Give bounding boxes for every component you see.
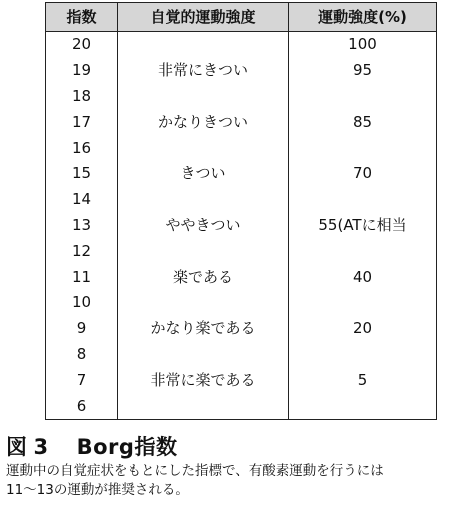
borg-scale-table (45, 2, 437, 420)
cell-intensity (289, 84, 437, 110)
header-row (46, 3, 437, 32)
cell-intensity (289, 393, 437, 419)
cell-perceived-exertion (118, 393, 289, 419)
cell-perceived-exertion: 非常にきつい (118, 58, 289, 84)
cell-intensity: 20 (352, 319, 373, 338)
cell-perceived-exertion: ややきつい (118, 213, 289, 239)
cell-perceived-exertion: かなり楽である (118, 316, 289, 342)
cell-index: 7 (46, 367, 118, 393)
cell-index: 17 (46, 109, 118, 135)
cell-index: 20 (46, 32, 118, 58)
cell-index: 19 (46, 58, 118, 84)
table-row (46, 367, 437, 393)
figure-title (6, 431, 177, 461)
cell-perceived-exertion (118, 342, 289, 368)
cell-index: 10 (46, 290, 118, 316)
figure-caption (6, 462, 474, 500)
table-row (46, 135, 437, 161)
cell-perceived-exertion: 楽である (118, 264, 289, 290)
cell-index: 8 (46, 342, 118, 368)
cell-intensity: 5 (357, 370, 368, 389)
cell-index: 13 (46, 213, 118, 239)
table-row (46, 290, 437, 316)
caption-line: 11〜13の運動が推奨される。 (6, 482, 189, 498)
cell-perceived-exertion (118, 187, 289, 213)
cell-perceived-exertion (118, 135, 289, 161)
cell-index: 9 (46, 316, 118, 342)
cell-intensity: 40 (352, 267, 373, 286)
table-row (46, 84, 437, 110)
cell-index: 15 (46, 161, 118, 187)
header-perceived-exertion: 自覚的運動強度 (118, 3, 289, 32)
cell-perceived-exertion: 非常に楽である (118, 367, 289, 393)
figure-label: 図 (6, 435, 28, 459)
header-intensity-percent: 運動強度(%) (289, 3, 437, 32)
cell-perceived-exertion: きつい (118, 161, 289, 187)
table-row (46, 187, 437, 213)
cell-intensity: 100 (348, 35, 377, 54)
table-body (46, 32, 437, 420)
table-row (46, 264, 437, 290)
table-row (46, 109, 437, 135)
cell-index: 18 (46, 84, 118, 110)
cell-index: 6 (46, 393, 118, 419)
table-row (46, 342, 437, 368)
table-row (46, 316, 437, 342)
cell-index: 14 (46, 187, 118, 213)
cell-index: 12 (46, 238, 118, 264)
cell-intensity: 55(ATに相当 (318, 215, 407, 234)
cell-perceived-exertion (118, 32, 289, 58)
figure-number: 3 (33, 435, 49, 459)
cell-index: 11 (46, 264, 118, 290)
table-row (46, 32, 437, 58)
cell-intensity (289, 187, 437, 213)
table-row (46, 58, 437, 84)
table-row (46, 213, 437, 239)
table-row (46, 161, 437, 187)
cell-intensity: 70 (352, 164, 373, 183)
table-row (46, 238, 437, 264)
cell-index: 16 (46, 135, 118, 161)
cell-perceived-exertion (118, 84, 289, 110)
cell-intensity (289, 290, 437, 316)
figure-name: Borg指数 (76, 435, 178, 459)
cell-intensity (289, 238, 437, 264)
cell-intensity: 95 (352, 61, 373, 80)
header-index: 指数 (46, 3, 118, 32)
cell-perceived-exertion (118, 238, 289, 264)
borg-scale-table-container (45, 2, 433, 414)
caption-line: 運動中の自覚症状をもとにした指標で、有酸素運動を行うには (6, 463, 384, 479)
cell-intensity (289, 135, 437, 161)
cell-intensity (289, 342, 437, 368)
cell-perceived-exertion (118, 290, 289, 316)
cell-intensity: 85 (352, 112, 373, 131)
cell-perceived-exertion: かなりきつい (118, 109, 289, 135)
table-header (46, 3, 437, 32)
table-row (46, 393, 437, 419)
